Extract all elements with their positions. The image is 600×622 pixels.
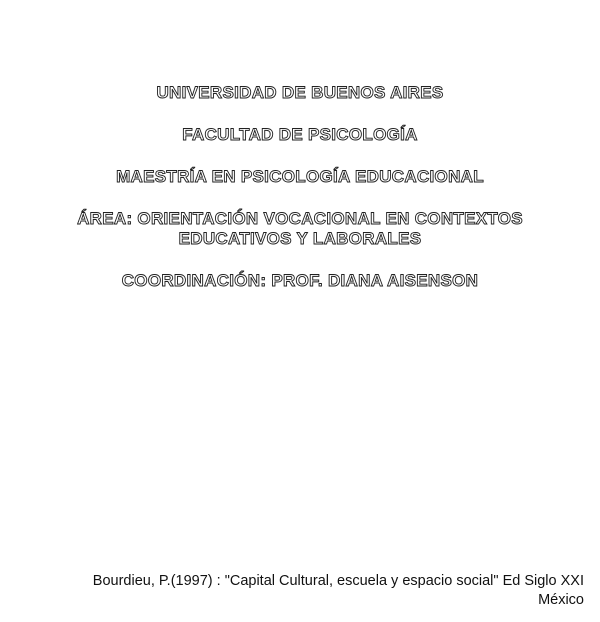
citation-line1: Bourdieu, P.(1997) : "Capital Cultural, escuela y espacio social" Ed Siglo XXI bbox=[92, 573, 584, 589]
bibliographic-citation bbox=[14, 572, 584, 610]
program-title: MAESTRÍA EN PSICOLOGÍA EDUCACIONAL bbox=[116, 167, 484, 186]
area-title-line2: EDUCATIVOS Y LABORALES bbox=[178, 229, 422, 248]
faculty-title: FACULTAD DE PSICOLOGÍA bbox=[182, 125, 418, 144]
citation-line2: México bbox=[538, 592, 584, 608]
area-title-line1: ÁREA: ORIENTACIÓN VOCACIONAL EN CONTEXTOS bbox=[77, 209, 523, 228]
university-title: UNIVERSIDAD DE BUENOS AIRES bbox=[156, 83, 444, 102]
coordination-title: COORDINACIÓN: PROF. DIANA AISENSON bbox=[121, 271, 479, 290]
